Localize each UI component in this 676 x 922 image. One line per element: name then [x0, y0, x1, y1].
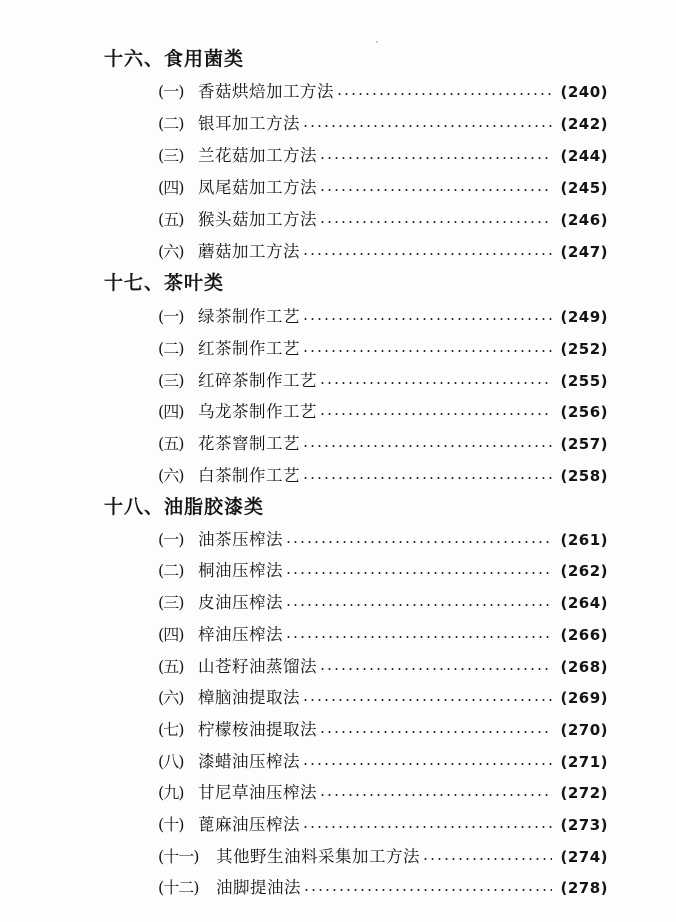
entry-page-number: (266) — [560, 626, 608, 644]
entry-number: (二) — [158, 561, 184, 580]
entry-page-number: (256) — [560, 403, 608, 421]
entry-title: 桐油压榨法 — [198, 561, 283, 580]
dot-leader — [319, 413, 552, 415]
dot-leader — [302, 699, 552, 701]
dot-leader — [285, 604, 552, 606]
dot-leader — [302, 477, 552, 479]
entry-page-number: (258) — [560, 467, 608, 485]
dot-leader — [422, 858, 552, 860]
dot-leader — [302, 318, 552, 320]
toc-entry[interactable] — [158, 528, 608, 552]
entry-page-number: (278) — [560, 879, 608, 897]
dot-leader — [319, 731, 552, 733]
entry-number: (五) — [158, 210, 184, 229]
entry-title: 蘑菇加工方法 — [198, 242, 300, 261]
entry-title: 花茶窨制工艺 — [198, 434, 300, 453]
entry-page-number: (274) — [560, 848, 608, 866]
entry-page-number: (273) — [560, 816, 608, 834]
entry-title: 红碎茶制作工艺 — [198, 371, 317, 390]
toc-entry[interactable] — [158, 591, 608, 615]
entry-number: (七) — [158, 720, 184, 739]
dot-leader — [319, 668, 552, 670]
entry-title: 油脚提油法 — [216, 878, 301, 897]
entry-page-number: (246) — [560, 211, 608, 229]
dot-leader — [302, 445, 552, 447]
entry-number: (三) — [158, 146, 184, 165]
entry-title: 白茶制作工艺 — [198, 466, 300, 485]
toc-entry[interactable] — [158, 813, 608, 837]
toc-entry[interactable] — [158, 686, 608, 710]
dot-leader — [285, 541, 552, 543]
entry-number: (一) — [158, 82, 184, 101]
entry-title: 凤尾菇加工方法 — [198, 178, 317, 197]
entry-page-number: (245) — [560, 179, 608, 197]
entry-page-number: (240) — [560, 83, 608, 101]
dot-leader — [319, 794, 552, 796]
entry-title: 蓖麻油压榨法 — [198, 815, 300, 834]
toc-entry[interactable] — [158, 112, 608, 136]
entry-page-number: (252) — [560, 340, 608, 358]
entry-number: (二) — [158, 114, 184, 133]
toc-entry[interactable] — [158, 655, 608, 679]
dot-leader — [302, 253, 552, 255]
entry-number: (三) — [158, 371, 184, 390]
entry-page-number: (271) — [560, 753, 608, 771]
dot-leader — [319, 221, 552, 223]
entry-number: (四) — [158, 178, 184, 197]
entry-title: 樟脑油提取法 — [198, 688, 300, 707]
entry-number: (十) — [158, 815, 184, 834]
entry-title: 漆蜡油压榨法 — [198, 752, 300, 771]
entry-title: 红茶制作工艺 — [198, 339, 300, 358]
entry-title: 甘尼草油压榨法 — [198, 783, 317, 802]
dot-leader — [302, 125, 552, 127]
dot-leader — [302, 350, 552, 352]
entry-number: (五) — [158, 657, 184, 676]
entry-page-number: (262) — [560, 562, 608, 580]
section-heading-16: 十六、食用菌类 — [104, 48, 245, 70]
dot-leader — [336, 93, 552, 95]
entry-number: (八) — [158, 752, 184, 771]
entry-number: (一) — [158, 530, 184, 549]
entry-page-number: (264) — [560, 594, 608, 612]
toc-entry[interactable] — [158, 876, 608, 900]
toc-entry[interactable] — [158, 176, 608, 200]
entry-number: (六) — [158, 242, 184, 261]
entry-page-number: (272) — [560, 784, 608, 802]
entry-number: (二) — [158, 339, 184, 358]
entry-title: 绿茶制作工艺 — [198, 307, 300, 326]
toc-entry[interactable] — [158, 337, 608, 361]
toc-entry[interactable] — [158, 432, 608, 456]
entry-number: (五) — [158, 434, 184, 453]
toc-entry[interactable] — [158, 718, 608, 742]
entry-number: (十一) — [158, 847, 199, 866]
entry-number: (九) — [158, 783, 184, 802]
toc-entry[interactable] — [158, 750, 608, 774]
entry-title: 香菇烘焙加工方法 — [198, 82, 334, 101]
entry-number: (四) — [158, 625, 184, 644]
entry-number: (十二) — [158, 878, 199, 897]
toc-entry[interactable] — [158, 144, 608, 168]
entry-number: (六) — [158, 688, 184, 707]
toc-entry[interactable] — [158, 369, 608, 393]
entry-title: 山苍籽油蒸馏法 — [198, 657, 317, 676]
scan-speck — [376, 41, 378, 43]
toc-entry[interactable] — [158, 845, 608, 869]
toc-entry[interactable] — [158, 623, 608, 647]
toc-entry[interactable] — [158, 305, 608, 329]
entry-title: 乌龙茶制作工艺 — [198, 402, 317, 421]
dot-leader — [319, 382, 552, 384]
toc-entry[interactable] — [158, 400, 608, 424]
entry-title: 柠檬桉油提取法 — [198, 720, 317, 739]
toc-entry[interactable] — [158, 240, 608, 264]
entry-page-number: (242) — [560, 115, 608, 133]
entry-title: 油茶压榨法 — [198, 530, 283, 549]
dot-leader — [285, 636, 552, 638]
entry-page-number: (244) — [560, 147, 608, 165]
entry-title: 其他野生油料采集加工方法 — [216, 847, 420, 866]
entry-number: (六) — [158, 466, 184, 485]
toc-entry[interactable] — [158, 80, 608, 104]
section-heading-18: 十八、油脂胶漆类 — [104, 496, 265, 518]
dot-leader — [285, 572, 552, 574]
entry-page-number: (247) — [560, 243, 608, 261]
entry-page-number: (255) — [560, 372, 608, 390]
toc-entry[interactable] — [158, 208, 608, 232]
dot-leader — [302, 763, 552, 765]
entry-title: 银耳加工方法 — [198, 114, 300, 133]
entry-title: 兰花菇加工方法 — [198, 146, 317, 165]
toc-entry[interactable] — [158, 464, 608, 488]
dot-leader — [303, 889, 552, 891]
entry-number: (四) — [158, 402, 184, 421]
entry-page-number: (268) — [560, 658, 608, 676]
entry-page-number: (249) — [560, 308, 608, 326]
entry-page-number: (257) — [560, 435, 608, 453]
section-heading-17: 十七、茶叶类 — [104, 272, 225, 294]
entry-page-number: (270) — [560, 721, 608, 739]
entry-title: 梓油压榨法 — [198, 625, 283, 644]
entry-number: (三) — [158, 593, 184, 612]
entry-number: (一) — [158, 307, 184, 326]
dot-leader — [302, 826, 552, 828]
toc-entry[interactable] — [158, 781, 608, 805]
entry-page-number: (261) — [560, 531, 608, 549]
toc-entry[interactable] — [158, 559, 608, 583]
entry-title: 猴头菇加工方法 — [198, 210, 317, 229]
dot-leader — [319, 157, 552, 159]
entry-page-number: (269) — [560, 689, 608, 707]
dot-leader — [319, 189, 552, 191]
entry-title: 皮油压榨法 — [198, 593, 283, 612]
